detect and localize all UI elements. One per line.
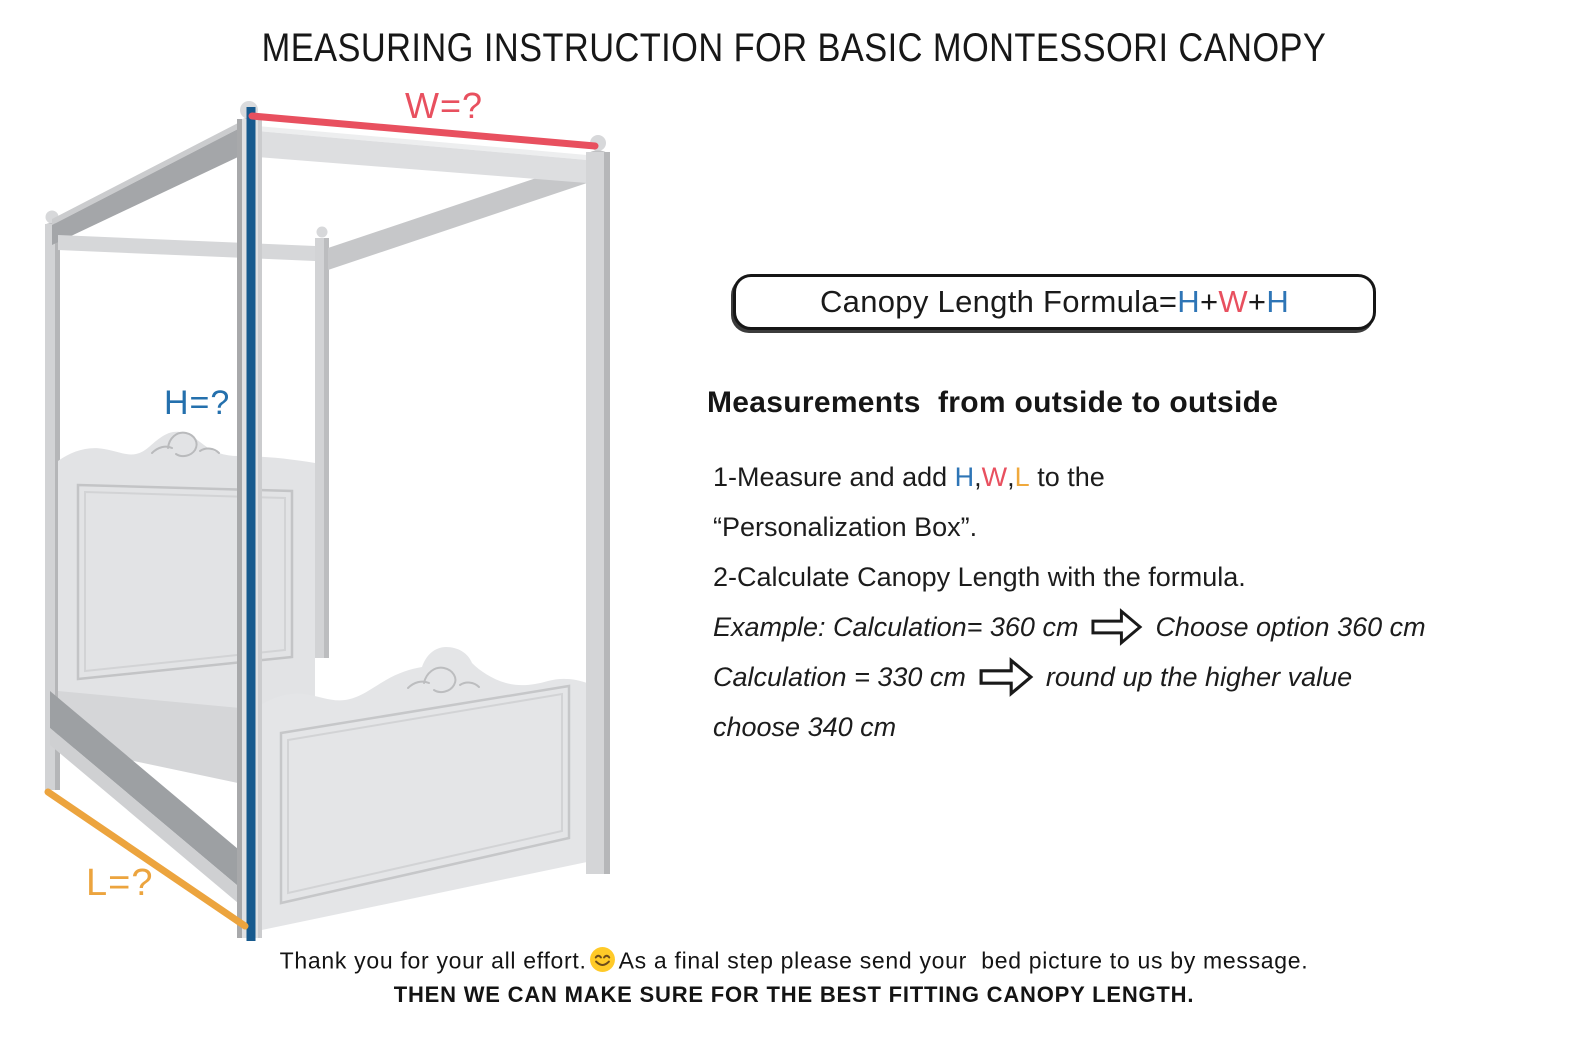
page-title: MEASURING INSTRUCTION FOR BASIC MONTESSORI CANOPY: [261, 26, 1327, 70]
example-line-2: Calculation = 330 cm round up the higher value: [713, 652, 1426, 702]
formula-h2: H: [1266, 284, 1290, 319]
example-line-1: Example: Calculation= 360 cm Choose option 360 cm: [713, 602, 1426, 652]
step-l: L: [1014, 461, 1030, 492]
instructions: [713, 452, 1426, 752]
step-2: 2-Calculate Canopy Length with the formula.: [713, 561, 1246, 592]
right-arrow-icon: [1090, 607, 1143, 647]
smiling-face-icon: [589, 946, 616, 973]
footer-emphasis-line: THEN WE CAN MAKE SURE FOR THE BEST FITTING CANOPY LENGTH.: [393, 982, 1195, 1008]
example-line-3: choose 340 cm: [713, 711, 897, 742]
width-measure-label: W=?: [405, 85, 484, 126]
step-1-line-1: 1-Measure and add H , W , L to the: [713, 461, 1105, 492]
measurements-heading: Measurements from outside to outside: [707, 386, 1279, 419]
rear-right-post: [315, 227, 329, 659]
thank-you-line: Thank you for your all effort. As a final step please send your bed picture to us by message.: [279, 947, 1309, 974]
front-right-post: [586, 135, 610, 874]
step-1-line-2: “Personalization Box”.: [713, 511, 978, 542]
footer: [0, 946, 1588, 1008]
formula-text: Canopy Length Formula=H+W+H: [819, 284, 1290, 319]
step-w: W: [981, 461, 1008, 492]
formula-h1: H: [1177, 284, 1200, 319]
right-arrow-icon: [978, 656, 1034, 698]
length-measure-label: L=?: [86, 862, 154, 904]
canopy-bed-illustration: [20, 85, 680, 965]
height-measure-label: H=?: [164, 384, 231, 422]
formula-box: [733, 274, 1376, 330]
formula-w: W: [1218, 284, 1248, 319]
bed-diagram: [20, 85, 680, 965]
step-h: H: [954, 461, 975, 492]
